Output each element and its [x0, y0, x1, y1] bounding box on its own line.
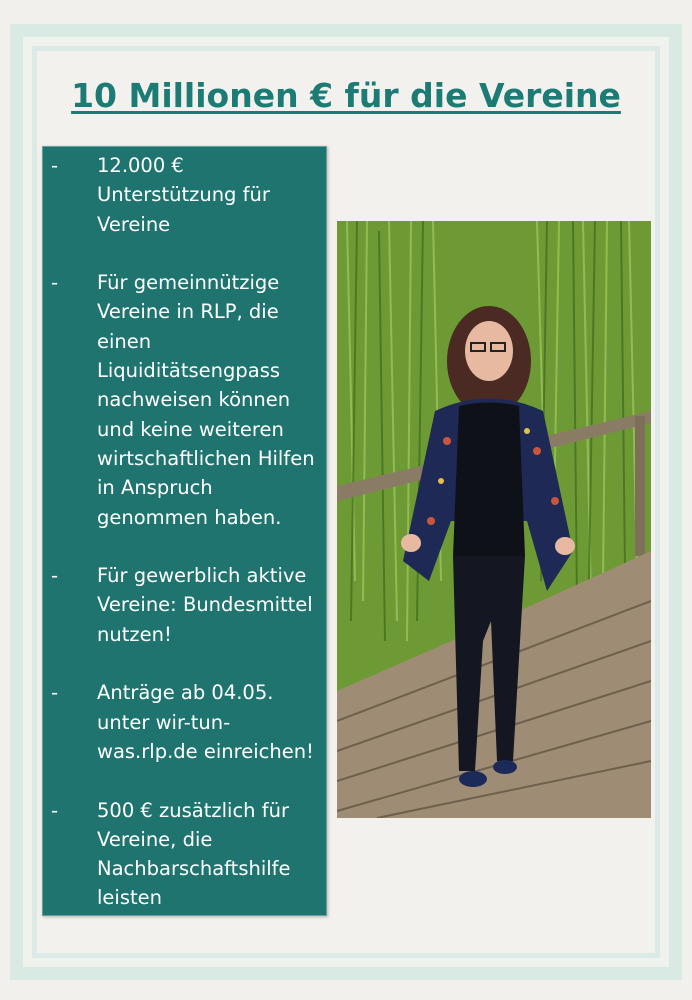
bullet-text: 500 € zusätzlich für Vereine, die Nachbarschaftshilfe leisten — [97, 798, 291, 910]
bullet-list — [51, 151, 320, 913]
bullet-item-support — [51, 151, 320, 239]
info-panel — [42, 146, 327, 916]
bullet-dash: - — [51, 681, 59, 705]
bullet-item-commercial — [51, 561, 320, 649]
portrait-photo — [337, 221, 651, 818]
bullet-text: Für gemeinnützige Vereine in RLP, die einen Liquiditätsengpass nachweisen können und keine weiteren wirtschaftlichen Hilfen in Anspruch genommen haben. — [97, 271, 315, 529]
bullet-text: 12.000 € Unterstützung für Vereine — [97, 154, 270, 236]
bullet-item-eligibility — [51, 268, 320, 532]
bullet-dash: - — [51, 798, 59, 822]
bullet-item-application — [51, 678, 320, 766]
page-title: 10 Millionen € für die Vereine — [71, 76, 621, 115]
bullet-dash: - — [51, 271, 59, 295]
bullet-text: Für gewerblich aktive Vereine: Bundesmittel nutzen! — [97, 564, 313, 646]
bullet-dash: - — [51, 154, 59, 177]
bullet-text: Anträge ab 04.05. unter wir-tun- was.rlp.de einreichen! — [97, 681, 314, 763]
bullet-item-bonus — [51, 796, 320, 913]
bullet-dash: - — [51, 564, 59, 588]
